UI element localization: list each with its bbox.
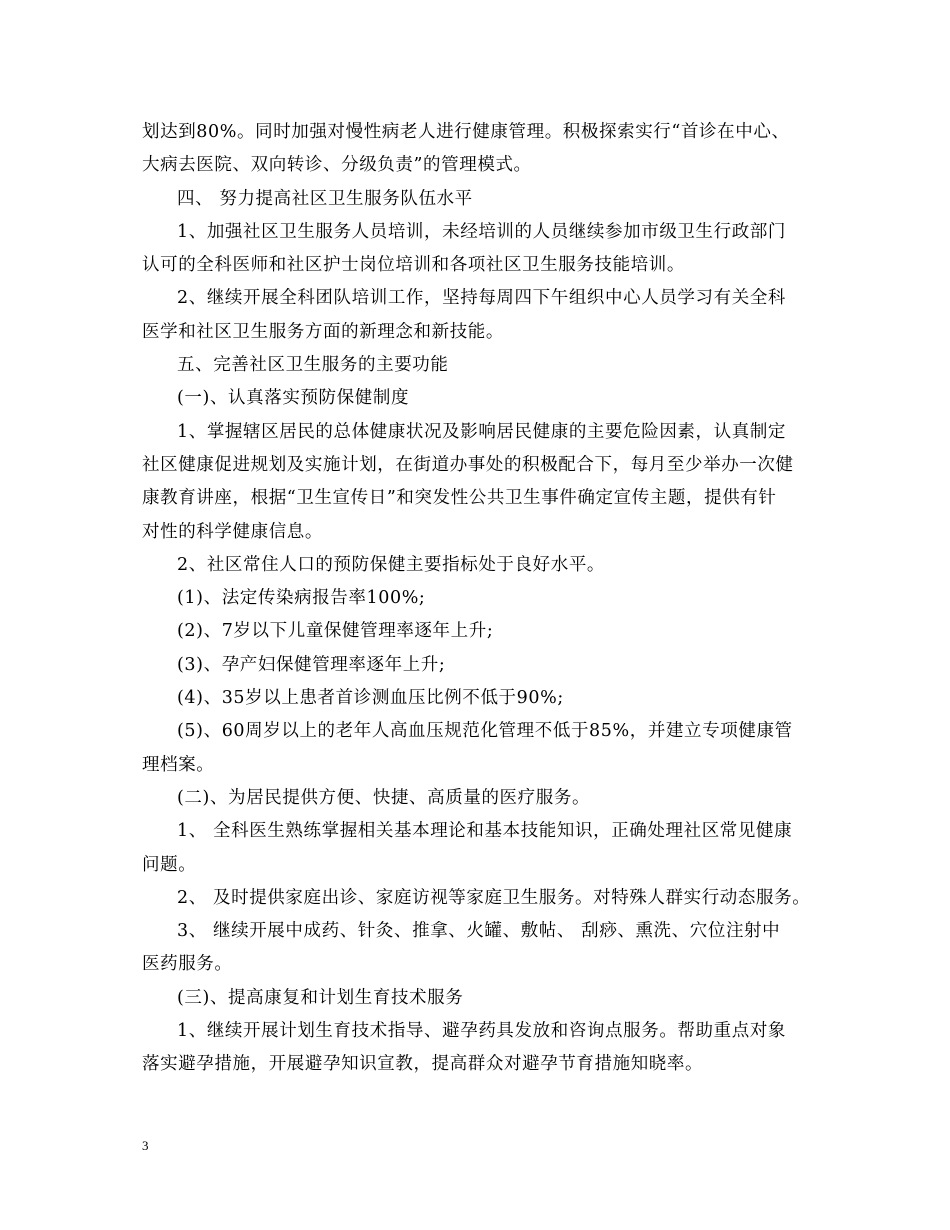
- text-line: 四、 努力提高社区卫生服务队伍水平: [177, 188, 473, 209]
- text-line: 1、掌握辖区居民的总体健康状况及影响居民健康的主要危险因素，认真制定: [177, 421, 787, 442]
- text-line: 对性的科学健康信息。: [142, 521, 323, 542]
- text-line: 医药服务。: [142, 954, 233, 975]
- text-line: 2、 及时提供家庭出诊、家庭访视等家庭卫生服务。对特殊人群实行动态服务。: [177, 887, 811, 908]
- text-line: (3)、孕产妇保健管理率逐年上升;: [177, 654, 446, 675]
- text-line: 社区健康促进规划及实施计划，在街道办事处的积极配合下，每月至少举办一次健: [142, 454, 794, 475]
- text-line: (1)、法定传染病报告率100%;: [177, 588, 426, 609]
- text-line: 康教育讲座，根据“卫生宣传日”和突发性公共卫生事件确定宣传主题，提供有针: [142, 488, 777, 509]
- document-body: [142, 116, 818, 1082]
- text-line: 认可的全科医师和社区护士岗位培训和各项社区卫生服务技能培训。: [142, 255, 685, 276]
- text-line: (一)、认真落实预防保健制度: [177, 388, 410, 409]
- text-line: 1、加强社区卫生服务人员培训，未经培训的人员继续参加市级卫生行政部门: [177, 221, 787, 242]
- text-line: (三)、提高康复和计划生育技术服务: [177, 987, 464, 1008]
- text-line: 3、 继续开展中成药、针灸、推拿、火罐、敷帖、 刮痧、熏洗、穴位注射中: [177, 921, 781, 942]
- text-line: 理档案。: [142, 754, 215, 775]
- text-line: (二)、为居民提供方便、快捷、高质量的医疗服务。: [177, 787, 591, 808]
- page-number: 3: [142, 1138, 149, 1153]
- text-line: (2)、7岁以下儿童保健管理率逐年上升;: [177, 621, 494, 642]
- text-line: 1、 全科医生熟练掌握相关基本理论和基本技能知识，正确处理社区常见健康: [177, 821, 793, 842]
- text-line: 五、完善社区卫生服务的主要功能: [177, 355, 449, 376]
- text-line: 2、社区常住人口的预防保健主要指标处于良好水平。: [177, 554, 606, 575]
- text-line: 医学和社区卫生服务方面的新理念和新技能。: [142, 321, 504, 342]
- text-line: 问题。: [142, 854, 197, 875]
- text-line: 划达到80%。同时加强对慢性病老人进行健康管理。积极探索实行“首诊在中心、: [142, 122, 790, 142]
- text-line: 大病去医院、双向转诊、分级负责”的管理模式。: [142, 155, 532, 176]
- text-line: (4)、35岁以上患者首诊测血压比例不低于90%;: [177, 688, 564, 709]
- text-line: 2、继续开展全科团队培训工作，坚持每周四下午组织中心人员学习有关全科: [177, 288, 787, 309]
- text-line: 1、继续开展计划生育技术指导、避孕药具发放和咨询点服务。帮助重点对象: [177, 1021, 787, 1042]
- text-line: (5)、60周岁以上的老年人高血压规范化管理不低于85%，并建立专项健康管: [177, 721, 793, 742]
- text-line: 落实避孕措施，开展避孕知识宣教，提高群众对避孕节育措施知晓率。: [142, 1054, 704, 1075]
